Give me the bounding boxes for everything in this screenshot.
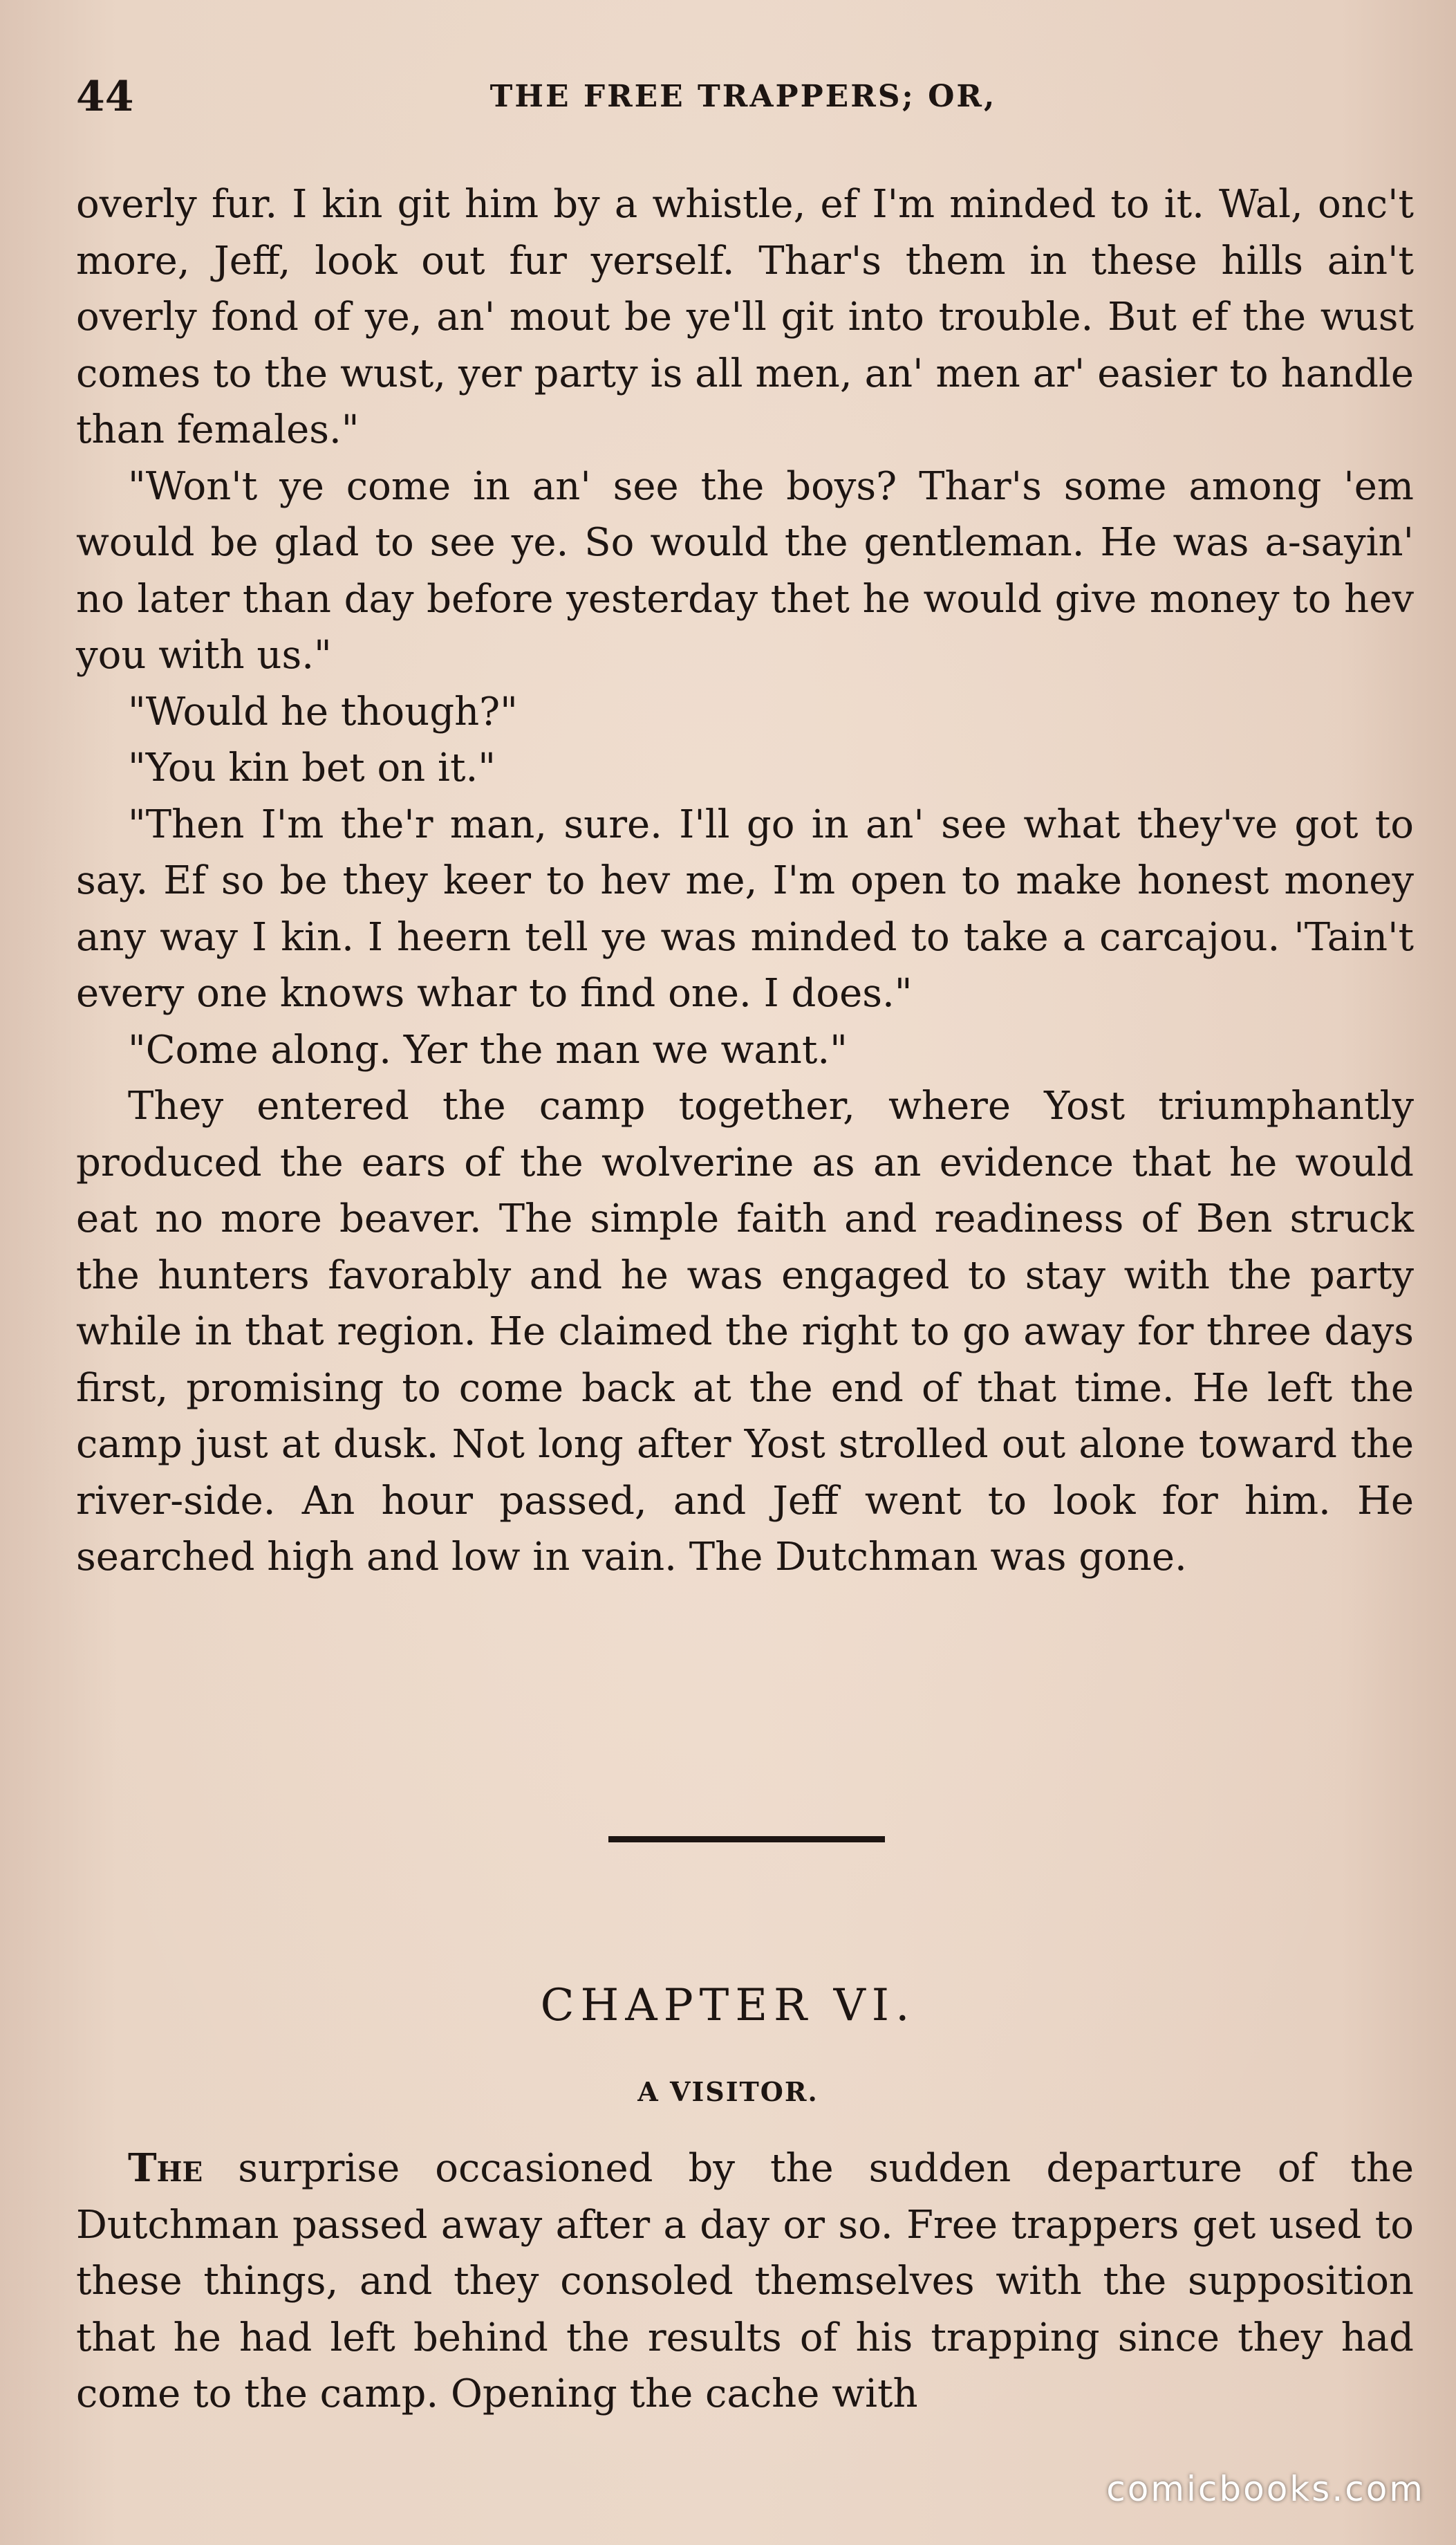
chapter-title: CHAPTER VI. [540, 1980, 916, 2031]
paragraph: They entered the camp together, where Yost triumphantly produced the ears of the wolverine as an evidence that he would eat no more beaver. The simple faith and readiness of Ben struck the hunters favorably and he was engaged to stay with the party while in that region. He claimed the right to go away for three days first, promising to come back at the end of that time. He left the camp just at dusk. Not long after Yost strolled out alone toward the river-side. An hour passed, and Jeff went to look for him. He searched high and low in vain. The Dutchman was gone. [76, 1084, 1414, 1580]
watermark-text: comicbooks.com [1106, 2469, 1425, 2509]
paragraph: "Won't ye come in an' see the boys? Thar's some among 'em would be glad to see ye. So would the gentleman. He was a-sayin' no later than day before yesterday thet he would give money to hev you with us." [76, 463, 1414, 678]
paragraph: "Would he though?" [128, 689, 518, 734]
opening-small-caps: The [128, 2145, 203, 2191]
paragraph: overly fur. I kin git him by a whistle, ef I'm minded to it. Wal, onc't more, Jeff, look out fur yerself. Thar's them in these hills ain't overly fond of ye, an' mout be ye'll git into trouble. But ef the wust comes to the wust, yer party is all men, an' men ar' easier to handle than females." [76, 182, 1414, 452]
opening-text: surprise occasioned by the sudden departure of the Dutchman passed away after a day or so. Free trappers get used to these things, and they consoled themselves with the supposition that he had left behind the results of his trapping since they had come to the camp. Opening the cache with [76, 2146, 1414, 2416]
chapter-text [76, 2140, 1414, 2423]
running-head: THE FREE TRAPPERS; OR, [489, 79, 997, 114]
page-number: 44 [76, 73, 134, 121]
page-header [76, 69, 1410, 124]
chapter-subtitle: A VISITOR. [637, 2076, 819, 2107]
chapter-opening-paragraph [76, 2140, 1414, 2423]
paragraph: "Then I'm the'r man, sure. I'll go in an' see what they've got to say. Ef so be they keer to hev me, I'm open to make honest money any way I kin. I heern tell ye was minded to take a carcajou. 'Tain't every one knows whar to find one. I does." [76, 802, 1414, 1016]
section-divider [608, 1836, 885, 1842]
body-text [76, 176, 1414, 1586]
paragraph: "You kin bet on it." [128, 746, 496, 790]
paragraph: "Come along. Yer the man we want." [128, 1027, 848, 1073]
